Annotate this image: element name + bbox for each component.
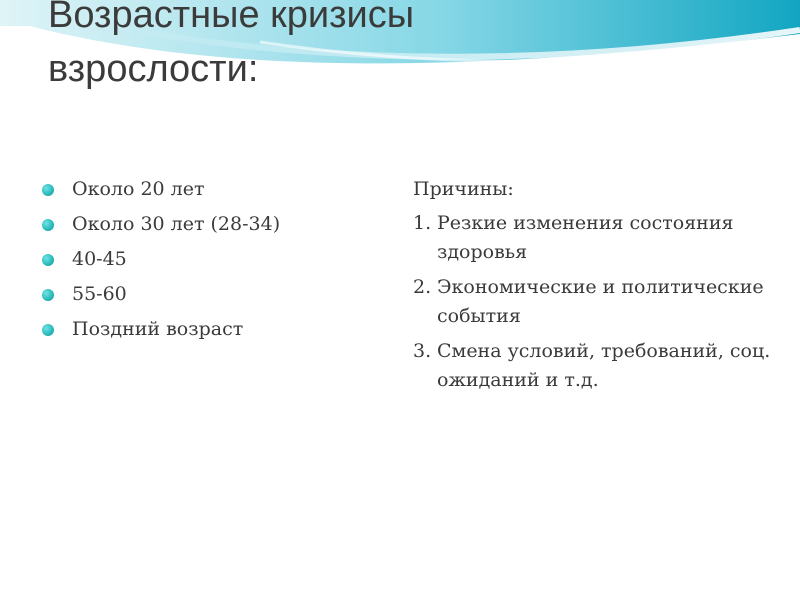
cause-text: Экономические и политические события <box>437 276 764 327</box>
slide-title <box>48 0 414 96</box>
slide-title-line-2: взрослости: <box>48 48 259 90</box>
bullet-icon <box>42 289 54 301</box>
cause-number: 3. <box>413 340 432 362</box>
age-crisis-list <box>42 172 280 347</box>
slide-title-line-1: Возрастные кризисы <box>48 0 415 36</box>
list-item-text: Около 30 лет (28-34) <box>72 213 281 235</box>
bullet-icon <box>42 254 54 266</box>
cause-text: Резкие изменения состояния здоровья <box>437 212 734 263</box>
list-item <box>42 172 280 207</box>
cause-number: 1. <box>413 212 432 234</box>
list-item <box>42 242 280 277</box>
bullet-icon <box>42 324 54 336</box>
cause-item <box>413 337 788 395</box>
causes-heading: Причины: <box>413 178 514 200</box>
list-item <box>42 207 280 242</box>
bullet-icon <box>42 219 54 231</box>
cause-item <box>413 273 788 331</box>
list-item-text: 55-60 <box>72 283 127 305</box>
cause-number: 2. <box>413 276 432 298</box>
causes-section <box>413 172 788 401</box>
list-item-text: Около 20 лет <box>72 178 205 200</box>
list-item <box>42 277 280 312</box>
cause-text: Смена условий, требований, соц. ожиданий и т.д. <box>437 340 771 391</box>
bullet-icon <box>42 184 54 196</box>
list-item <box>42 312 280 347</box>
list-item-text: Поздний возраст <box>72 318 244 340</box>
list-item-text: 40-45 <box>72 248 127 270</box>
cause-item <box>413 209 788 267</box>
